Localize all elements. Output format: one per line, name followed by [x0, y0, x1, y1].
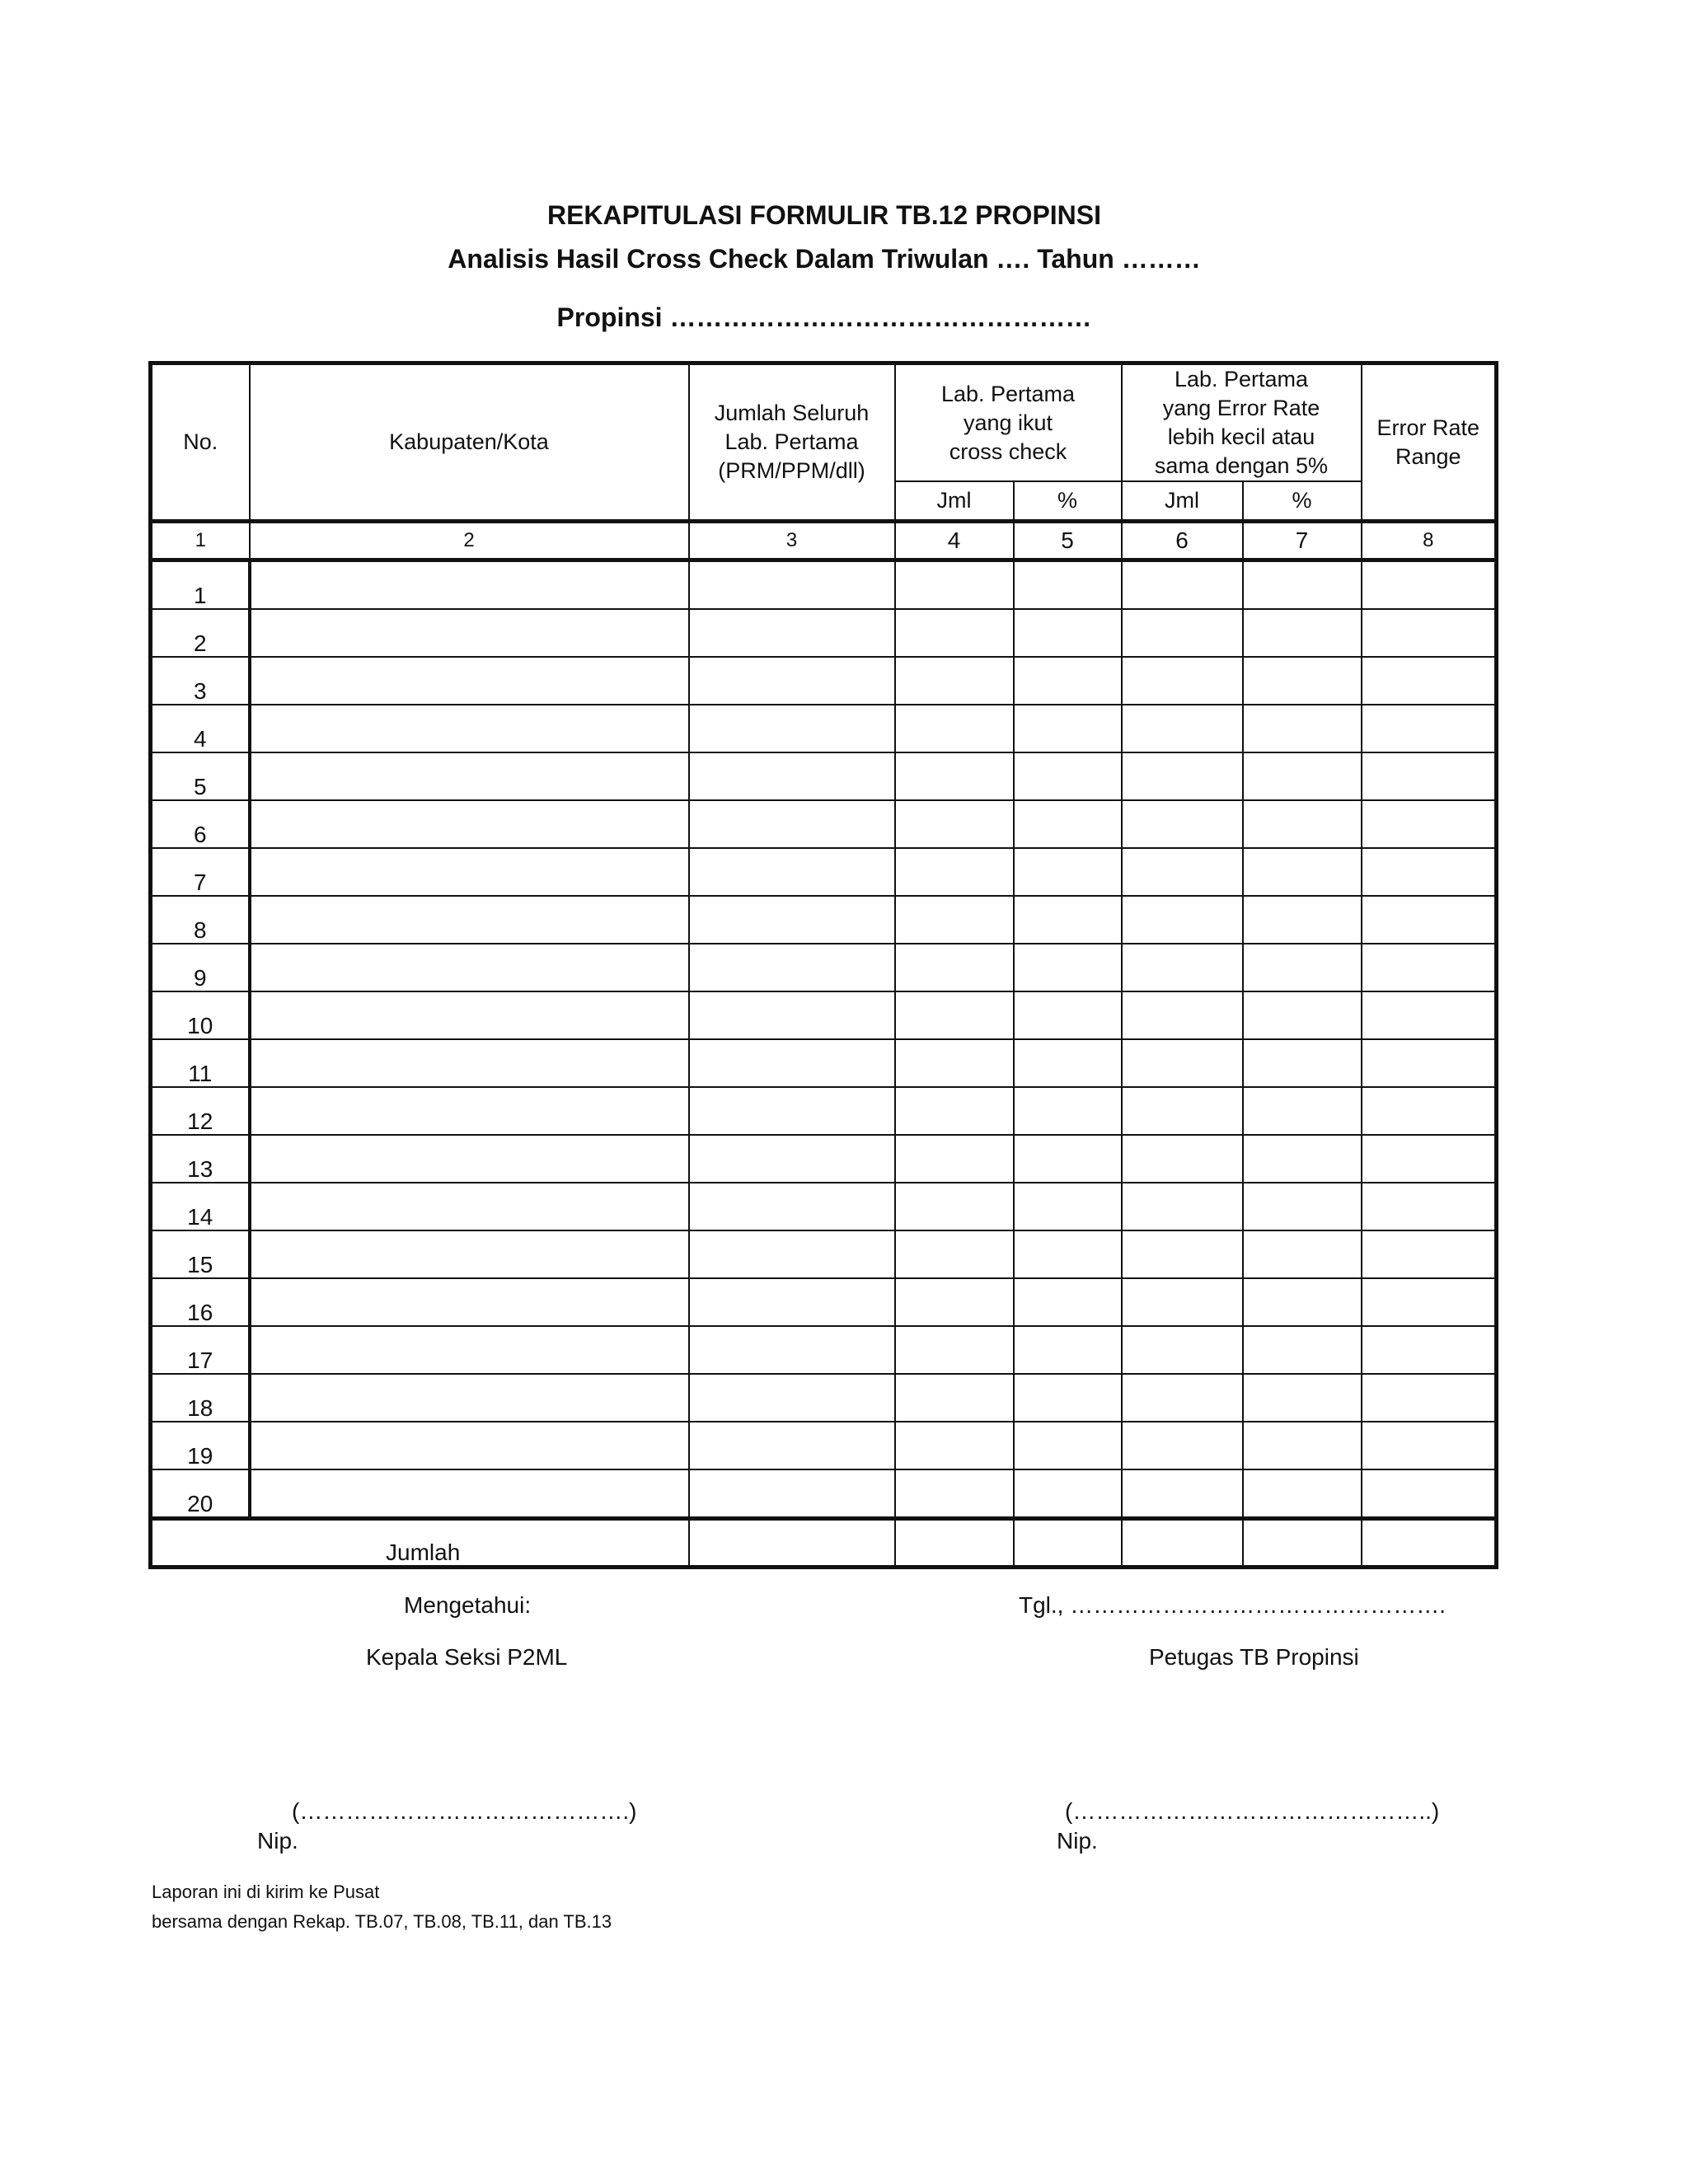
empty-cell[interactable]	[250, 1422, 689, 1469]
table-row	[151, 560, 1497, 610]
empty-cell[interactable]	[250, 1469, 689, 1519]
table-row	[151, 1278, 1497, 1326]
row-number: 15	[151, 1230, 250, 1278]
row-number: 13	[151, 1135, 250, 1183]
empty-cell[interactable]	[1122, 800, 1243, 848]
empty-cell[interactable]	[1362, 1326, 1497, 1374]
empty-cell[interactable]	[1122, 1230, 1243, 1278]
row-number: 7	[151, 848, 250, 896]
total-cell[interactable]	[895, 1519, 1014, 1568]
footnote-line-2: bersama dengan Rekap. TB.07, TB.08, TB.11, dan TB.13	[152, 1911, 612, 1932]
empty-cell[interactable]	[1014, 1374, 1122, 1422]
empty-cell[interactable]	[689, 1135, 895, 1183]
empty-cell[interactable]	[1014, 800, 1122, 848]
row-number: 8	[151, 896, 250, 944]
empty-cell[interactable]	[1014, 1183, 1122, 1230]
empty-cell[interactable]	[1014, 560, 1122, 610]
empty-cell[interactable]	[1243, 609, 1362, 657]
empty-cell[interactable]	[1362, 944, 1497, 991]
row-number: 16	[151, 1278, 250, 1326]
table-row	[151, 991, 1497, 1039]
empty-cell[interactable]	[250, 1278, 689, 1326]
row-number: 12	[151, 1087, 250, 1135]
petugas-name-line: (………………………………………..)	[1065, 1798, 1440, 1824]
empty-cell[interactable]	[895, 944, 1014, 991]
total-cell[interactable]	[1014, 1519, 1122, 1568]
empty-cell[interactable]	[250, 657, 689, 705]
row-number: 20	[151, 1469, 250, 1519]
empty-cell[interactable]	[1362, 1374, 1497, 1422]
column-number: 1	[151, 522, 250, 560]
empty-cell[interactable]	[895, 800, 1014, 848]
total-cell[interactable]	[689, 1519, 895, 1568]
row-number: 17	[151, 1326, 250, 1374]
empty-cell[interactable]	[1122, 944, 1243, 991]
empty-cell[interactable]	[1014, 752, 1122, 800]
kepala-seksi-nip: Nip.	[257, 1828, 298, 1854]
form-subtitle: Analisis Hasil Cross Check Dalam Triwulan …. Tahun ………	[448, 244, 1201, 274]
row-number: 4	[151, 705, 250, 752]
empty-cell[interactable]	[250, 991, 689, 1039]
header-lab-ikut-cross-check: Lab. Pertama yang ikut cross check	[895, 363, 1122, 482]
header-jml-error: Jml	[1122, 481, 1243, 522]
empty-cell[interactable]	[689, 1278, 895, 1326]
column-number: 4	[895, 522, 1014, 560]
empty-cell[interactable]	[895, 1326, 1014, 1374]
empty-cell[interactable]	[1243, 848, 1362, 896]
empty-cell[interactable]	[1362, 752, 1497, 800]
empty-cell[interactable]	[1014, 609, 1122, 657]
empty-cell[interactable]	[1122, 657, 1243, 705]
empty-cell[interactable]	[250, 1230, 689, 1278]
empty-cell[interactable]	[1243, 944, 1362, 991]
column-number: 3	[689, 522, 895, 560]
empty-cell[interactable]	[1362, 1135, 1497, 1183]
row-number: 19	[151, 1422, 250, 1469]
table-row	[151, 752, 1497, 800]
empty-cell[interactable]	[1362, 1183, 1497, 1230]
table-row	[151, 1422, 1497, 1469]
empty-cell[interactable]	[689, 944, 895, 991]
empty-cell[interactable]	[1014, 991, 1122, 1039]
total-cell[interactable]	[1122, 1519, 1243, 1568]
empty-cell[interactable]	[1122, 752, 1243, 800]
propinsi-line: Propinsi …………………………………………	[556, 302, 1092, 332]
row-number: 2	[151, 609, 250, 657]
table-row	[151, 1135, 1497, 1183]
empty-cell[interactable]	[689, 1087, 895, 1135]
empty-cell[interactable]	[1014, 1326, 1122, 1374]
empty-cell[interactable]	[895, 1135, 1014, 1183]
empty-cell[interactable]	[250, 896, 689, 944]
column-number: 8	[1362, 522, 1497, 560]
empty-cell[interactable]	[1014, 896, 1122, 944]
empty-cell[interactable]	[1362, 657, 1497, 705]
empty-cell[interactable]	[1243, 1135, 1362, 1183]
empty-cell[interactable]	[1243, 896, 1362, 944]
kepala-seksi-role: Kepala Seksi P2ML	[366, 1644, 568, 1670]
empty-cell[interactable]	[689, 1230, 895, 1278]
empty-cell[interactable]	[895, 1087, 1014, 1135]
empty-cell[interactable]	[1122, 991, 1243, 1039]
empty-cell[interactable]	[895, 991, 1014, 1039]
empty-cell[interactable]	[1243, 1374, 1362, 1422]
empty-cell[interactable]	[250, 1039, 689, 1087]
empty-cell[interactable]	[250, 609, 689, 657]
empty-cell[interactable]	[689, 800, 895, 848]
header-pct-ikut: %	[1014, 481, 1122, 522]
empty-cell[interactable]	[1122, 1135, 1243, 1183]
empty-cell[interactable]	[1243, 1278, 1362, 1326]
empty-cell[interactable]	[895, 1230, 1014, 1278]
empty-cell[interactable]	[1362, 1422, 1497, 1469]
empty-cell[interactable]	[250, 1087, 689, 1135]
empty-cell[interactable]	[1243, 800, 1362, 848]
empty-cell[interactable]	[1243, 657, 1362, 705]
empty-cell[interactable]	[1243, 1183, 1362, 1230]
total-label: Jumlah	[151, 1519, 689, 1568]
table-row	[151, 1469, 1497, 1519]
empty-cell[interactable]	[1362, 1278, 1497, 1326]
empty-cell[interactable]	[1122, 896, 1243, 944]
empty-cell[interactable]	[895, 1374, 1014, 1422]
empty-cell[interactable]	[1122, 1087, 1243, 1135]
empty-cell[interactable]	[250, 1326, 689, 1374]
empty-cell[interactable]	[1243, 991, 1362, 1039]
row-number: 18	[151, 1374, 250, 1422]
empty-cell[interactable]	[250, 1135, 689, 1183]
empty-cell[interactable]	[1243, 560, 1362, 610]
empty-cell[interactable]	[1014, 1422, 1122, 1469]
empty-cell[interactable]	[689, 1422, 895, 1469]
row-number: 10	[151, 991, 250, 1039]
header-lab-error-rate: Lab. Pertama yang Error Rate lebih kecil atau sama dengan 5%	[1122, 363, 1362, 482]
empty-cell[interactable]	[1243, 1087, 1362, 1135]
empty-cell[interactable]	[689, 1326, 895, 1374]
header-pct-error: %	[1243, 481, 1362, 522]
petugas-nip: Nip.	[1057, 1828, 1098, 1854]
mengetahui-label: Mengetahui:	[404, 1592, 532, 1618]
empty-cell[interactable]	[1243, 752, 1362, 800]
empty-cell[interactable]	[250, 705, 689, 752]
empty-cell[interactable]	[689, 848, 895, 896]
empty-cell[interactable]	[1122, 1039, 1243, 1087]
empty-cell[interactable]	[689, 657, 895, 705]
empty-cell[interactable]	[1362, 896, 1497, 944]
empty-cell[interactable]	[1362, 1469, 1497, 1519]
row-number: 6	[151, 800, 250, 848]
header-error-rate-range: Error Rate Range	[1362, 363, 1497, 522]
empty-cell[interactable]	[689, 1183, 895, 1230]
table-row	[151, 609, 1497, 657]
column-number: 7	[1243, 522, 1362, 560]
table-row	[151, 848, 1497, 896]
empty-cell[interactable]	[250, 944, 689, 991]
empty-cell[interactable]	[1014, 657, 1122, 705]
row-number: 11	[151, 1039, 250, 1087]
empty-cell[interactable]	[1122, 705, 1243, 752]
empty-cell[interactable]	[1243, 1039, 1362, 1087]
table-row	[151, 1230, 1497, 1278]
empty-cell[interactable]	[689, 991, 895, 1039]
empty-cell[interactable]	[895, 1039, 1014, 1087]
empty-cell[interactable]	[1014, 1469, 1122, 1519]
empty-cell[interactable]	[689, 1469, 895, 1519]
empty-cell[interactable]	[250, 800, 689, 848]
recap-table	[148, 361, 1498, 1569]
form-title: REKAPITULASI FORMULIR TB.12 PROPINSI	[546, 200, 1102, 230]
total-row	[151, 1519, 1497, 1568]
empty-cell[interactable]	[1362, 1087, 1497, 1135]
empty-cell[interactable]	[1122, 609, 1243, 657]
total-cell[interactable]	[1243, 1519, 1362, 1568]
empty-cell[interactable]	[689, 752, 895, 800]
empty-cell[interactable]	[895, 848, 1014, 896]
empty-cell[interactable]	[1243, 1422, 1362, 1469]
row-number: 3	[151, 657, 250, 705]
tanggal-field: Tgl., ………………………………………….	[1019, 1592, 1447, 1618]
empty-cell[interactable]	[895, 896, 1014, 944]
empty-cell[interactable]	[250, 752, 689, 800]
empty-cell[interactable]	[1243, 705, 1362, 752]
header-jumlah-seluruh-lab: Jumlah Seluruh Lab. Pertama (PRM/PPM/dll)	[689, 363, 895, 522]
empty-cell[interactable]	[250, 560, 689, 610]
empty-cell[interactable]	[1122, 1326, 1243, 1374]
empty-cell[interactable]	[895, 1422, 1014, 1469]
table-row	[151, 896, 1497, 944]
empty-cell[interactable]	[689, 896, 895, 944]
table-row	[151, 657, 1497, 705]
column-number: 5	[1014, 522, 1122, 560]
table-row	[151, 1039, 1497, 1087]
empty-cell[interactable]	[1362, 609, 1497, 657]
empty-cell[interactable]	[1362, 800, 1497, 848]
empty-cell[interactable]	[1014, 1135, 1122, 1183]
empty-cell[interactable]	[895, 752, 1014, 800]
empty-cell[interactable]	[1243, 1326, 1362, 1374]
empty-cell[interactable]	[895, 1278, 1014, 1326]
empty-cell[interactable]	[250, 848, 689, 896]
empty-cell[interactable]	[1014, 1278, 1122, 1326]
empty-cell[interactable]	[1122, 848, 1243, 896]
empty-cell[interactable]	[1122, 1469, 1243, 1519]
empty-cell[interactable]	[1362, 848, 1497, 896]
table-row	[151, 1326, 1497, 1374]
empty-cell[interactable]	[1122, 1183, 1243, 1230]
empty-cell[interactable]	[895, 705, 1014, 752]
empty-cell[interactable]	[1014, 1230, 1122, 1278]
row-number: 1	[151, 560, 250, 610]
empty-cell[interactable]	[689, 609, 895, 657]
empty-cell[interactable]	[895, 657, 1014, 705]
empty-cell[interactable]	[895, 1469, 1014, 1519]
empty-cell[interactable]	[1014, 705, 1122, 752]
table-row	[151, 705, 1497, 752]
table-row	[151, 1183, 1497, 1230]
table-row	[151, 944, 1497, 991]
empty-cell[interactable]	[1014, 848, 1122, 896]
row-number: 14	[151, 1183, 250, 1230]
row-number: 5	[151, 752, 250, 800]
empty-cell[interactable]	[689, 705, 895, 752]
header-no: No.	[151, 363, 250, 522]
empty-cell[interactable]	[1014, 1039, 1122, 1087]
empty-cell[interactable]	[1122, 1422, 1243, 1469]
empty-cell[interactable]	[1243, 1230, 1362, 1278]
column-number: 6	[1122, 522, 1243, 560]
empty-cell[interactable]	[689, 1374, 895, 1422]
table-row	[151, 800, 1497, 848]
empty-cell[interactable]	[1122, 1374, 1243, 1422]
empty-cell[interactable]	[895, 609, 1014, 657]
petugas-role: Petugas TB Propinsi	[1149, 1644, 1359, 1670]
empty-cell[interactable]	[689, 1039, 895, 1087]
empty-cell[interactable]	[1243, 1469, 1362, 1519]
empty-cell[interactable]	[250, 1374, 689, 1422]
empty-cell[interactable]	[689, 560, 895, 610]
footnote-line-1: Laporan ini di kirim ke Pusat	[152, 1882, 380, 1902]
empty-cell[interactable]	[1362, 991, 1497, 1039]
table-row	[151, 1087, 1497, 1135]
empty-cell[interactable]	[250, 1183, 689, 1230]
row-number: 9	[151, 944, 250, 991]
empty-cell[interactable]	[1122, 1278, 1243, 1326]
kepala-seksi-name-line: (…………………………………….)	[292, 1798, 637, 1824]
empty-cell[interactable]	[1362, 705, 1497, 752]
column-number: 2	[250, 522, 689, 560]
empty-cell[interactable]	[895, 560, 1014, 610]
total-cell[interactable]	[1362, 1519, 1497, 1568]
empty-cell[interactable]	[1014, 1087, 1122, 1135]
empty-cell[interactable]	[1122, 560, 1243, 610]
empty-cell[interactable]	[1362, 1230, 1497, 1278]
table-row	[151, 1374, 1497, 1422]
empty-cell[interactable]	[895, 1183, 1014, 1230]
header-kabupaten-kota: Kabupaten/Kota	[250, 363, 689, 522]
empty-cell[interactable]	[1362, 1039, 1497, 1087]
empty-cell[interactable]	[1014, 944, 1122, 991]
empty-cell[interactable]	[1362, 560, 1497, 610]
header-jml-ikut: Jml	[895, 481, 1014, 522]
